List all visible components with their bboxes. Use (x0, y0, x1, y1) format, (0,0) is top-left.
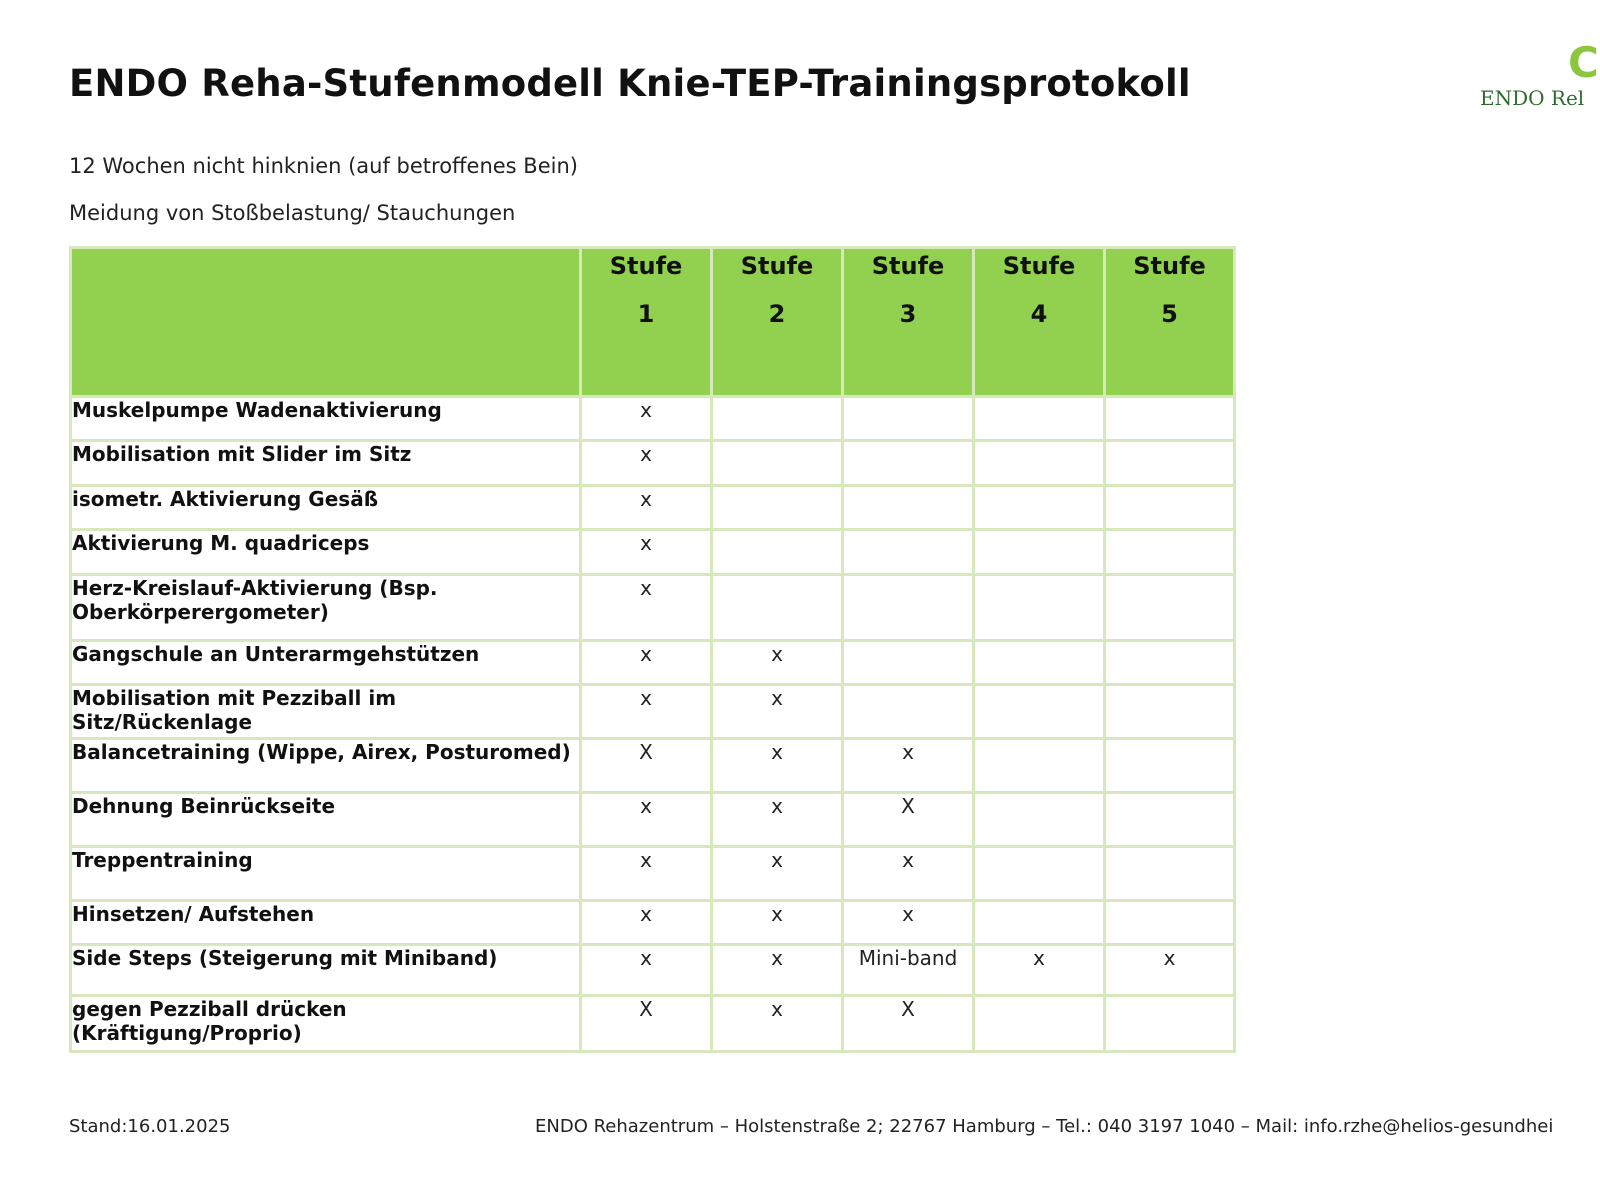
table-row (71, 530, 1235, 575)
stage-mark (843, 441, 974, 486)
header-stage-1 (581, 248, 712, 397)
exercise-name: Side Steps (Steigerung mit Miniband) (71, 945, 581, 996)
stage-mark (1105, 441, 1235, 486)
stage-mark (974, 641, 1105, 685)
stage-mark: x (974, 945, 1105, 996)
stage-mark (1105, 996, 1235, 1052)
stage-mark: X (843, 996, 974, 1052)
stage-mark (1105, 901, 1235, 945)
stage-mark (1105, 575, 1235, 641)
table-row (71, 641, 1235, 685)
stage-mark: X (843, 793, 974, 847)
exercise-name: Hinsetzen/ Aufstehen (71, 901, 581, 945)
stage-mark (974, 441, 1105, 486)
stage-mark (1105, 739, 1235, 793)
table-header (71, 248, 1235, 397)
exercise-name: Mobilisation mit Slider im Sitz (71, 441, 581, 486)
stage-label: Stufe (1002, 252, 1076, 280)
stage-mark (974, 575, 1105, 641)
stage-mark: x (712, 901, 843, 945)
footer-contact: ENDO Rehazentrum – Holstenstraße 2; 22767 Hamburg – Tel.: 040 3197 1040 – Mail: info.rzhe@helios-gesundhei (535, 1116, 1554, 1137)
stage-number: 4 (1030, 300, 1048, 328)
stage-mark (712, 530, 843, 575)
stage-mark (974, 847, 1105, 901)
stage-mark: x (712, 641, 843, 685)
table-row (71, 945, 1235, 996)
stage-mark (974, 685, 1105, 739)
stage-number: 3 (899, 300, 917, 328)
exercise-name: Mobilisation mit Pezziball im Sitz/Rückenlage (71, 685, 581, 739)
exercise-name: Muskelpumpe Wadenaktivierung (71, 397, 581, 441)
stage-number: 1 (637, 300, 655, 328)
stage-mark (1105, 847, 1235, 901)
table-row (71, 685, 1235, 739)
logo-icon: C (1568, 38, 1599, 87)
stage-mark: x (581, 575, 712, 641)
stage-mark (712, 441, 843, 486)
table-row (71, 793, 1235, 847)
table-row (71, 486, 1235, 530)
stage-label: Stufe (740, 252, 814, 280)
stage-mark (712, 486, 843, 530)
stage-number: 5 (1161, 300, 1178, 328)
stage-label: Stufe (609, 252, 683, 280)
table-row (71, 847, 1235, 901)
stage-mark: x (581, 901, 712, 945)
stage-mark: x (581, 945, 712, 996)
table-row (71, 397, 1235, 441)
stage-mark (712, 397, 843, 441)
stage-mark (1105, 793, 1235, 847)
table-body (71, 397, 1235, 1052)
header-stage-5 (1105, 248, 1235, 397)
stage-mark: Mini-band (843, 945, 974, 996)
exercise-name: Aktivierung M. quadriceps (71, 530, 581, 575)
stage-mark: x (581, 397, 712, 441)
stage-mark: x (712, 945, 843, 996)
stage-mark: x (581, 793, 712, 847)
stage-mark (974, 739, 1105, 793)
exercise-name: isometr. Aktivierung Gesäß (71, 486, 581, 530)
table-row (71, 996, 1235, 1052)
stage-mark (974, 793, 1105, 847)
stage-mark (974, 901, 1105, 945)
exercise-name: Treppentraining (71, 847, 581, 901)
stage-mark (843, 685, 974, 739)
stage-mark: x (1105, 945, 1235, 996)
note-avoid-impact: Meidung von Stoßbelastung/ Stauchungen (69, 201, 516, 225)
stage-mark: x (843, 901, 974, 945)
stage-mark: X (581, 739, 712, 793)
stage-mark: x (712, 847, 843, 901)
stage-label: Stufe (871, 252, 945, 280)
stage-mark: x (581, 641, 712, 685)
stage-mark (1105, 641, 1235, 685)
exercise-name: gegen Pezziball drücken (Kräftigung/Proprio) (71, 996, 581, 1052)
table-row (71, 739, 1235, 793)
stage-mark (843, 575, 974, 641)
stage-mark (843, 486, 974, 530)
table-row (71, 901, 1235, 945)
stage-mark: x (712, 996, 843, 1052)
note-no-kneeling: 12 Wochen nicht hinknien (auf betroffenes Bein) (69, 154, 578, 178)
stage-mark: x (712, 685, 843, 739)
exercise-name: Balancetraining (Wippe, Airex, Posturomed) (71, 739, 581, 793)
stage-mark (1105, 685, 1235, 739)
table-row (71, 575, 1235, 641)
stage-number: 2 (768, 300, 786, 328)
stage-mark: X (581, 996, 712, 1052)
stage-mark (974, 486, 1105, 530)
header-stage-2 (712, 248, 843, 397)
logo-text: ENDO Rel (1480, 86, 1585, 110)
stage-mark: x (581, 685, 712, 739)
header-stage-3 (843, 248, 974, 397)
stage-mark: x (581, 847, 712, 901)
stage-mark (974, 996, 1105, 1052)
header-exercise-cell (71, 248, 581, 397)
stage-mark (1105, 397, 1235, 441)
stage-mark: x (581, 486, 712, 530)
stage-mark (974, 397, 1105, 441)
exercise-name: Herz-Kreislauf-Aktivierung (Bsp. Oberkörperergometer) (71, 575, 581, 641)
stage-mark (843, 397, 974, 441)
stage-mark: x (712, 793, 843, 847)
stage-mark: x (581, 441, 712, 486)
table-row (71, 441, 1235, 486)
stage-mark: x (712, 739, 843, 793)
stage-mark (712, 575, 843, 641)
stage-mark (1105, 530, 1235, 575)
page-title: ENDO Reha-Stufenmodell Knie-TEP-Trainingsprotokoll (69, 62, 1191, 105)
stage-mark: x (581, 530, 712, 575)
exercise-name: Dehnung Beinrückseite (71, 793, 581, 847)
stage-mark (974, 530, 1105, 575)
stage-mark (1105, 486, 1235, 530)
training-protocol-table (69, 246, 1236, 1053)
stage-mark (843, 641, 974, 685)
endo-logo (1478, 38, 1600, 118)
stage-mark: x (843, 739, 974, 793)
exercise-name: Gangschule an Unterarmgehstützen (71, 641, 581, 685)
footer-date: Stand:16.01.2025 (69, 1116, 231, 1137)
header-stage-4 (974, 248, 1105, 397)
stage-mark (843, 530, 974, 575)
stage-label: Stufe (1133, 252, 1206, 280)
stage-mark: x (843, 847, 974, 901)
